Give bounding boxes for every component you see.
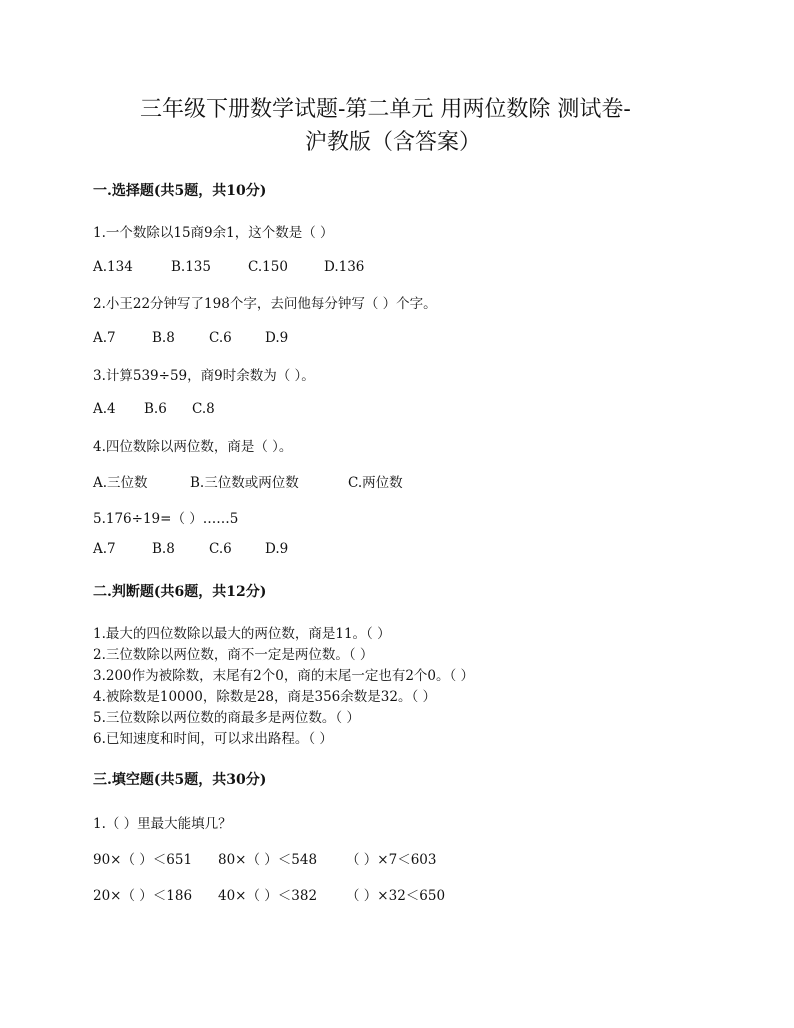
q5-option-d: D.9 (265, 541, 289, 557)
section2-heading: 二.判断题(共6题，共12分) (93, 584, 267, 600)
doc-title-line1: 三年级下册数学试题-第二单元 用两位数除 测试卷- (140, 97, 631, 122)
judge-item-2: 2.三位数除以两位数，商不一定是两位数。（ ） (93, 647, 374, 663)
q2-option-c: C.6 (209, 330, 232, 346)
judge-item-6: 6.已知速度和时间，可以求出路程。（ ） (93, 731, 333, 747)
question-5: 5.176÷19=（ ）……5 (93, 511, 239, 527)
fill-question-1: 1.（ ）里最大能填几？ (93, 816, 232, 832)
fill-row1-col2: 80×（ ）＜548 (218, 852, 318, 868)
question-2: 2.小王22分钟写了198个字，去问他每分钟写（ ）个字。 (93, 296, 437, 312)
q4-option-c: C.两位数 (348, 475, 403, 491)
q3-option-b: B.6 (144, 401, 167, 417)
section3-heading: 三.填空题(共5题，共30分) (93, 772, 267, 788)
q1-option-d: D.136 (324, 259, 365, 275)
q4-option-a: A.三位数 (93, 475, 148, 491)
question-3: 3.计算539÷59，商9时余数为（ ）。 (93, 368, 315, 384)
fill-row1-col1: 90×（ ）＜651 (93, 852, 193, 868)
fill-row2-col1: 20×（ ）＜186 (93, 888, 193, 904)
q4-option-b: B.三位数或两位数 (190, 475, 299, 491)
q1-option-a: A.134 (93, 259, 133, 275)
q5-option-a: A.7 (93, 541, 116, 557)
q3-option-a: A.4 (93, 401, 116, 417)
q3-option-c: C.8 (192, 401, 215, 417)
q1-option-c: C.150 (248, 259, 288, 275)
section1-heading: 一.选择题(共5题，共10分) (93, 183, 267, 199)
fill-row2-col3: （ ）×32＜650 (346, 888, 446, 904)
judge-item-4: 4.被除数是10000，除数是28，商是356余数是32。（ ） (93, 689, 436, 705)
judge-item-3: 3.200作为被除数，末尾有2个0，商的末尾一定也有2个0。（ ） (93, 668, 475, 684)
fill-row1-col3: （ ）×7＜603 (346, 852, 437, 868)
judge-item-1: 1.最大的四位数除以最大的两位数，商是11。（ ） (93, 626, 391, 642)
judge-item-5: 5.三位数除以两位数的商最多是两位数。（ ） (93, 710, 360, 726)
q1-option-b: B.135 (171, 259, 211, 275)
doc-title-line2: 沪教版（含答案） (305, 130, 482, 155)
question-1: 1.一个数除以15商9余1，这个数是（ ） (93, 225, 334, 241)
q5-option-b: B.8 (152, 541, 175, 557)
q2-option-b: B.8 (152, 330, 175, 346)
q5-option-c: C.6 (209, 541, 232, 557)
q2-option-a: A.7 (93, 330, 116, 346)
fill-row2-col2: 40×（ ）＜382 (218, 888, 318, 904)
question-4: 4.四位数除以两位数，商是（ ）。 (93, 439, 293, 455)
q2-option-d: D.9 (265, 330, 289, 346)
